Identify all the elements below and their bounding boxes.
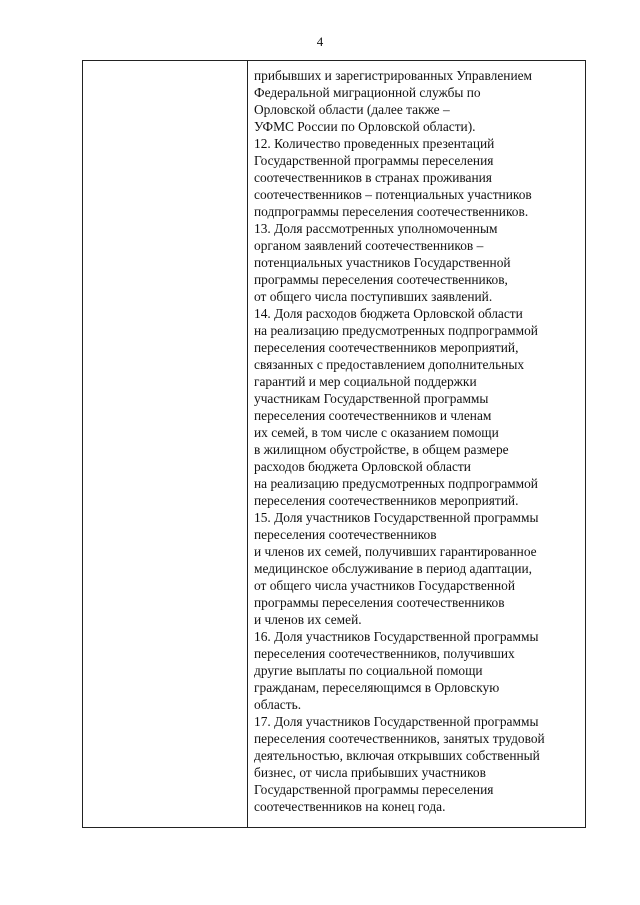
text-line: программы переселения соотечественников, [254,272,508,287]
text-line: расходов бюджета Орловской области [254,459,471,474]
text-line: участникам Государственной программы [254,391,489,406]
text-line: 15. Доля участников Государственной программы [254,510,539,525]
text-line: другие выплаты по социальной помощи [254,663,483,678]
text-line: бизнес, от числа прибывших участников [254,765,486,780]
text-line: гражданам, переселяющимся в Орловскую [254,680,500,695]
text-line: потенциальных участников Государственной [254,255,511,270]
text-line: 13. Доля рассмотренных уполномоченным [254,221,498,236]
table-right-column [248,61,585,827]
text-line: 14. Доля расходов бюджета Орловской области [254,306,523,321]
text-line: гарантий и мер социальной поддержки [254,374,477,389]
text-line: от общего числа участников Государственной [254,578,516,593]
text-line: и членов их семей, получивших гарантированное [254,544,537,559]
document-table [82,60,586,828]
text-line: прибывших и зарегистрированных Управлением [254,68,533,83]
text-line: соотечественников на конец года. [254,799,446,814]
text-line: Государственной программы переселения [254,153,494,168]
text-line: Орловской области (далее также – [254,102,450,117]
text-line: Государственной программы переселения [254,782,494,797]
text-line: органом заявлений соотечественников – [254,238,484,253]
text-line: соотечественников – потенциальных участников [254,187,532,202]
text-line: подпрограммы переселения соотечественников. [254,204,529,219]
text-line: 16. Доля участников Государственной программы [254,629,539,644]
text-line: 12. Количество проведенных презентаций [254,136,495,151]
text-line: на реализацию предусмотренных подпрограммой [254,323,538,338]
text-line: переселения соотечественников и членам [254,408,492,423]
text-line: переселения соотечественников [254,527,437,542]
table-left-column [83,61,248,827]
text-line: и членов их семей. [254,612,362,627]
text-line: 17. Доля участников Государственной программы [254,714,539,729]
text-line: переселения соотечественников мероприятий, [254,340,519,355]
text-line: УФМС России по Орловской области). [254,119,476,134]
text-line: переселения соотечественников, получивших [254,646,515,661]
text-line: переселения соотечественников мероприятий. [254,493,519,508]
text-line: деятельностью, включая открывших собственный [254,748,540,763]
text-line: медицинское обслуживание в период адаптации, [254,561,533,576]
text-line: в жилищном обустройстве, в общем размере [254,442,509,457]
text-line: переселения соотечественников, занятых трудовой [254,731,545,746]
text-line: от общего числа поступивших заявлений. [254,289,493,304]
text-line: на реализацию предусмотренных подпрограммой [254,476,538,491]
text-line: программы переселения соотечественников [254,595,505,610]
page-number: 4 [316,34,324,49]
text-line: их семей, в том числе с оказанием помощи [254,425,499,440]
text-line: связанных с предоставлением дополнительных [254,357,525,372]
text-line: соотечественников в странах проживания [254,170,492,185]
text-line: область. [254,697,302,712]
text-line: Федеральной миграционной службы по [254,85,481,100]
